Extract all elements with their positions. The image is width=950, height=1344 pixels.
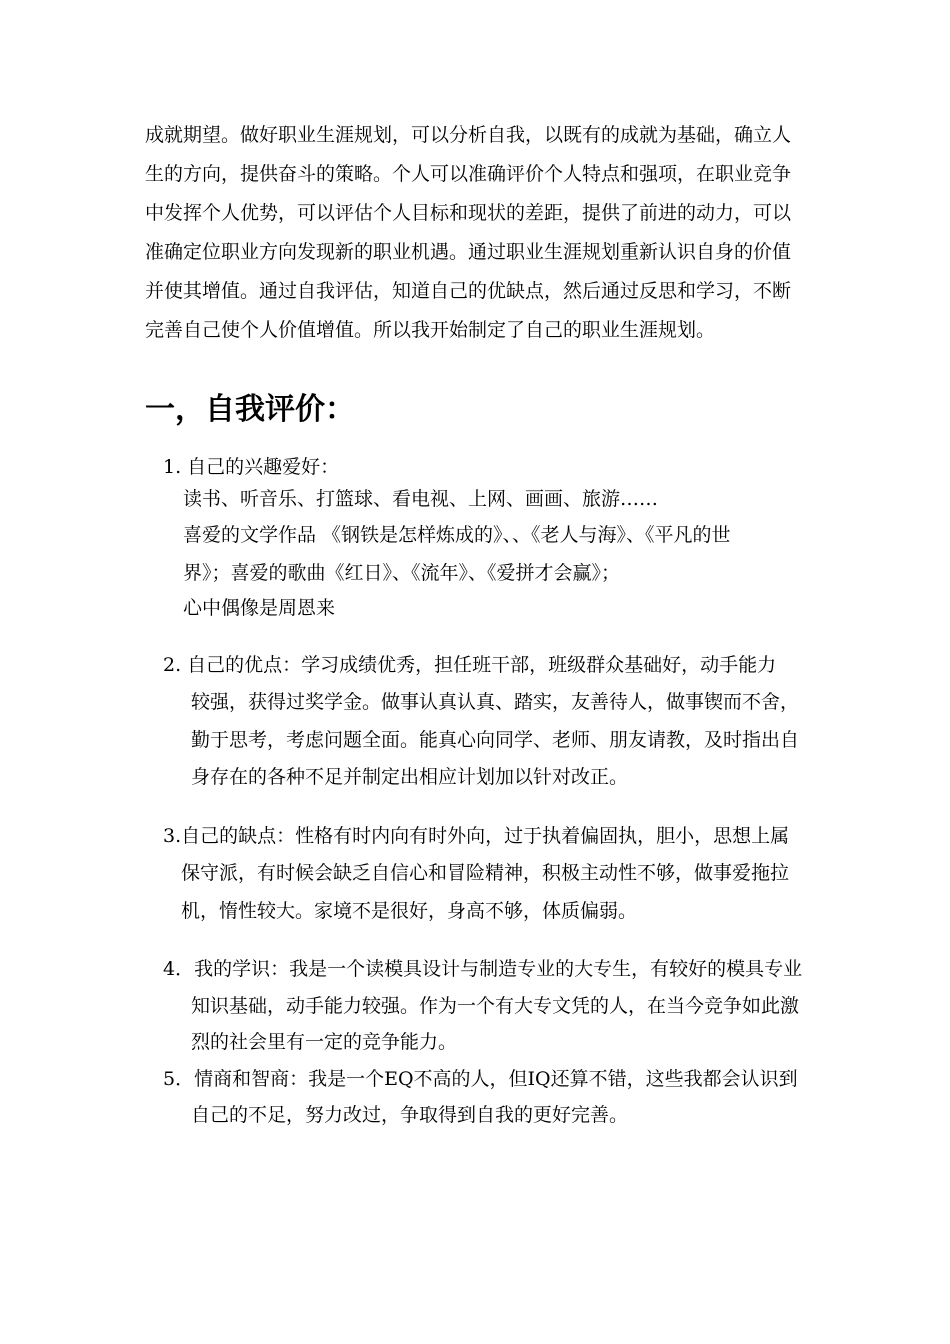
section-heading: 一，自我评价： (145, 392, 355, 427)
item1-line-1: 读书、听音乐、打篮球、看电视、上网、画画、旅游…… (183, 488, 659, 510)
item1-line-3: 界》；喜爱的歌曲《红日》、《流年》、《爱拼才会赢》； (183, 562, 621, 584)
item1-line-2: 喜爱的文学作品 《钢铁是怎样炼成的》、、《老人与海》、《平凡的世 (183, 524, 731, 546)
item5-line-1: 5．情商和智商：我是一个EQ不高的人，但IQ还算不错，这些我都会认识到 (163, 1068, 798, 1090)
item4-line-3: 烈的社会里有一定的竞争能力。 (191, 1031, 458, 1053)
item2-line-2: 较强，获得过奖学金。做事认真认真、踏实，友善待人，做事锲而不舍， (191, 691, 800, 713)
intro-line-3: 中发挥个人优势，可以评估个人目标和现状的差距，提供了前进的动力，可以 (145, 202, 792, 224)
item1-title: 1. 自己的兴趣爱好： (163, 456, 340, 478)
item3-line-1: 3.自己的缺点：性格有时内向有时外向，过于执着偏固执，胆小，思想上属 (163, 825, 790, 847)
item2-line-1: 2. 自己的优点：学习成绩优秀，担任班干部，班级群众基础好，动手能力 (163, 654, 777, 676)
item2-line-4: 身存在的各种不足并制定出相应计划加以针对改正。 (191, 766, 629, 788)
intro-line-5: 并使其增值。通过自我评估，知道自己的优缺点，然后通过反思和学习，不断 (145, 280, 792, 302)
intro-line-1: 成就期望。做好职业生涯规划，可以分析自我，以既有的成就为基础，确立人 (145, 124, 792, 146)
item3-line-3: 机，惰性较大。家境不是很好，身高不够，体质偏弱。 (181, 900, 638, 922)
intro-line-4: 准确定位职业方向发现新的职业机遇。通过职业生涯规划重新认识自身的价值 (145, 241, 792, 263)
intro-line-2: 生的方向，提供奋斗的策略。个人可以准确评价个人特点和强项，在职业竞争 (145, 163, 792, 185)
item4-line-1: 4．我的学识：我是一个读模具设计与制造专业的大专生，有较好的模具专业 (163, 958, 803, 980)
item2-line-3: 勤于思考，考虑问题全面。能真心向同学、老师、朋友请教，及时指出自 (191, 729, 800, 751)
item4-line-2: 知识基础，动手能力较强。作为一个有大专文凭的人，在当今竞争如此激 (191, 995, 800, 1017)
item1-line-4: 心中偶像是周恩来 (183, 597, 336, 619)
intro-line-6: 完善自己使个人价值增值。所以我开始制定了自己的职业生涯规划。 (145, 319, 716, 341)
item3-line-2: 保守派，有时候会缺乏自信心和冒险精神，积极主动性不够，做事爱拖拉 (181, 862, 790, 884)
item5-line-2: 自己的不足，努力改过，争取得到自我的更好完善。 (191, 1104, 629, 1126)
